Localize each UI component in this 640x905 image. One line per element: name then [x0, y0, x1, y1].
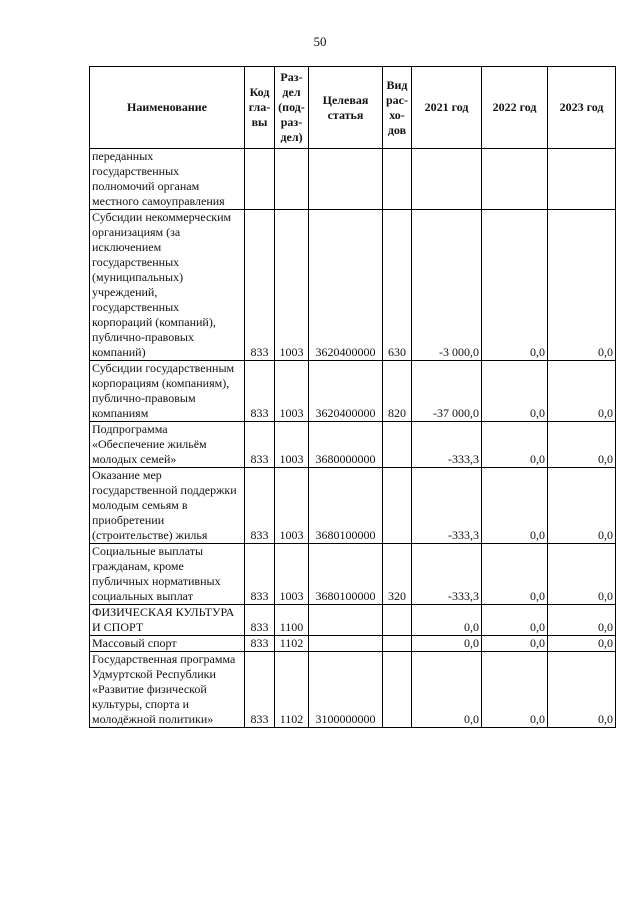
cell-target: [309, 149, 383, 210]
header-2023: 2023 год: [548, 67, 616, 149]
cell-y2023: [548, 149, 616, 210]
cell-y2022: 0,0: [482, 605, 548, 636]
cell-section: 1003: [275, 468, 309, 544]
cell-code: [245, 149, 275, 210]
cell-section: 1003: [275, 544, 309, 605]
cell-type: [383, 149, 412, 210]
cell-y2022: 0,0: [482, 652, 548, 728]
cell-name: Оказание мер государственной поддержки молодым семьям в приобретении (строительстве) жилья: [90, 468, 245, 544]
cell-y2022: 0,0: [482, 422, 548, 468]
cell-name: Государственная программа Удмуртской Республики «Развитие физической культуры, спорта и молодёжной политики»: [90, 652, 245, 728]
table-row: [90, 652, 616, 728]
cell-y2023: 0,0: [548, 544, 616, 605]
cell-y2021: -333,3: [412, 422, 482, 468]
header-name: Наименование: [90, 67, 245, 149]
cell-target: 3100000000: [309, 652, 383, 728]
cell-name: Социальные выплаты гражданам, кроме публичных нормативных социальных выплат: [90, 544, 245, 605]
header-2022: 2022 год: [482, 67, 548, 149]
cell-name: переданных государственных полномочий органам местного самоуправления: [90, 149, 245, 210]
cell-y2022: 0,0: [482, 361, 548, 422]
cell-y2021: [412, 149, 482, 210]
cell-section: 1102: [275, 652, 309, 728]
cell-type: [383, 468, 412, 544]
cell-type: [383, 636, 412, 652]
cell-y2023: 0,0: [548, 422, 616, 468]
cell-target: [309, 636, 383, 652]
cell-y2023: 0,0: [548, 636, 616, 652]
table-row: [90, 544, 616, 605]
cell-y2023: 0,0: [548, 468, 616, 544]
cell-y2021: -37 000,0: [412, 361, 482, 422]
cell-type: [383, 605, 412, 636]
cell-y2022: 0,0: [482, 210, 548, 361]
cell-code: 833: [245, 652, 275, 728]
cell-target: 3680000000: [309, 422, 383, 468]
cell-y2023: 0,0: [548, 210, 616, 361]
cell-y2023: 0,0: [548, 605, 616, 636]
cell-code: 833: [245, 361, 275, 422]
cell-section: [275, 149, 309, 210]
cell-section: 1102: [275, 636, 309, 652]
table-row: [90, 605, 616, 636]
cell-type: [383, 652, 412, 728]
table-row: [90, 361, 616, 422]
cell-target: 3680100000: [309, 544, 383, 605]
table-row: [90, 210, 616, 361]
cell-y2022: 0,0: [482, 636, 548, 652]
cell-y2021: 0,0: [412, 652, 482, 728]
cell-target: [309, 605, 383, 636]
cell-code: 833: [245, 636, 275, 652]
cell-code: 833: [245, 210, 275, 361]
cell-section: 1003: [275, 210, 309, 361]
cell-target: 3620400000: [309, 361, 383, 422]
cell-y2022: 0,0: [482, 544, 548, 605]
page-number: 50: [313, 34, 327, 49]
cell-name: Подпрограмма «Обеспечение жильём молодых семей»: [90, 422, 245, 468]
cell-code: 833: [245, 544, 275, 605]
cell-y2023: 0,0: [548, 652, 616, 728]
header-2021: 2021 год: [412, 67, 482, 149]
cell-code: 833: [245, 422, 275, 468]
cell-y2021: -333,3: [412, 544, 482, 605]
cell-type: 320: [383, 544, 412, 605]
cell-name: ФИЗИЧЕСКАЯ КУЛЬТУРА И СПОРТ: [90, 605, 245, 636]
cell-target: 3620400000: [309, 210, 383, 361]
cell-type: [383, 422, 412, 468]
cell-y2021: -3 000,0: [412, 210, 482, 361]
header-section: Раз- дел (под- раз- дел): [275, 67, 309, 149]
cell-code: 833: [245, 468, 275, 544]
cell-y2023: 0,0: [548, 361, 616, 422]
header-type: Вид рас- хо- дов: [383, 67, 412, 149]
table-row: [90, 468, 616, 544]
cell-type: 820: [383, 361, 412, 422]
cell-name: Массовый спорт: [90, 636, 245, 652]
table-row: [90, 636, 616, 652]
header-code: Код гла- вы: [245, 67, 275, 149]
cell-y2022: [482, 149, 548, 210]
cell-y2021: -333,3: [412, 468, 482, 544]
cell-target: 3680100000: [309, 468, 383, 544]
cell-code: 833: [245, 605, 275, 636]
cell-y2021: 0,0: [412, 636, 482, 652]
cell-section: 1003: [275, 361, 309, 422]
cell-section: 1003: [275, 422, 309, 468]
header-target: Целевая статья: [309, 67, 383, 149]
table-header-row: [90, 67, 616, 149]
table-row: [90, 149, 616, 210]
cell-type: 630: [383, 210, 412, 361]
cell-y2021: 0,0: [412, 605, 482, 636]
cell-name: Субсидии некоммерческим организациям (за исключением государственных (муниципальных) учреждений, государственных корпораций (компаний), публично-правовых компаний): [90, 210, 245, 361]
cell-name: Субсидии государственным корпорациям (компаниям), публично-правовым компаниям: [90, 361, 245, 422]
cell-section: 1100: [275, 605, 309, 636]
cell-y2022: 0,0: [482, 468, 548, 544]
budget-table: [89, 66, 616, 728]
table-row: [90, 422, 616, 468]
